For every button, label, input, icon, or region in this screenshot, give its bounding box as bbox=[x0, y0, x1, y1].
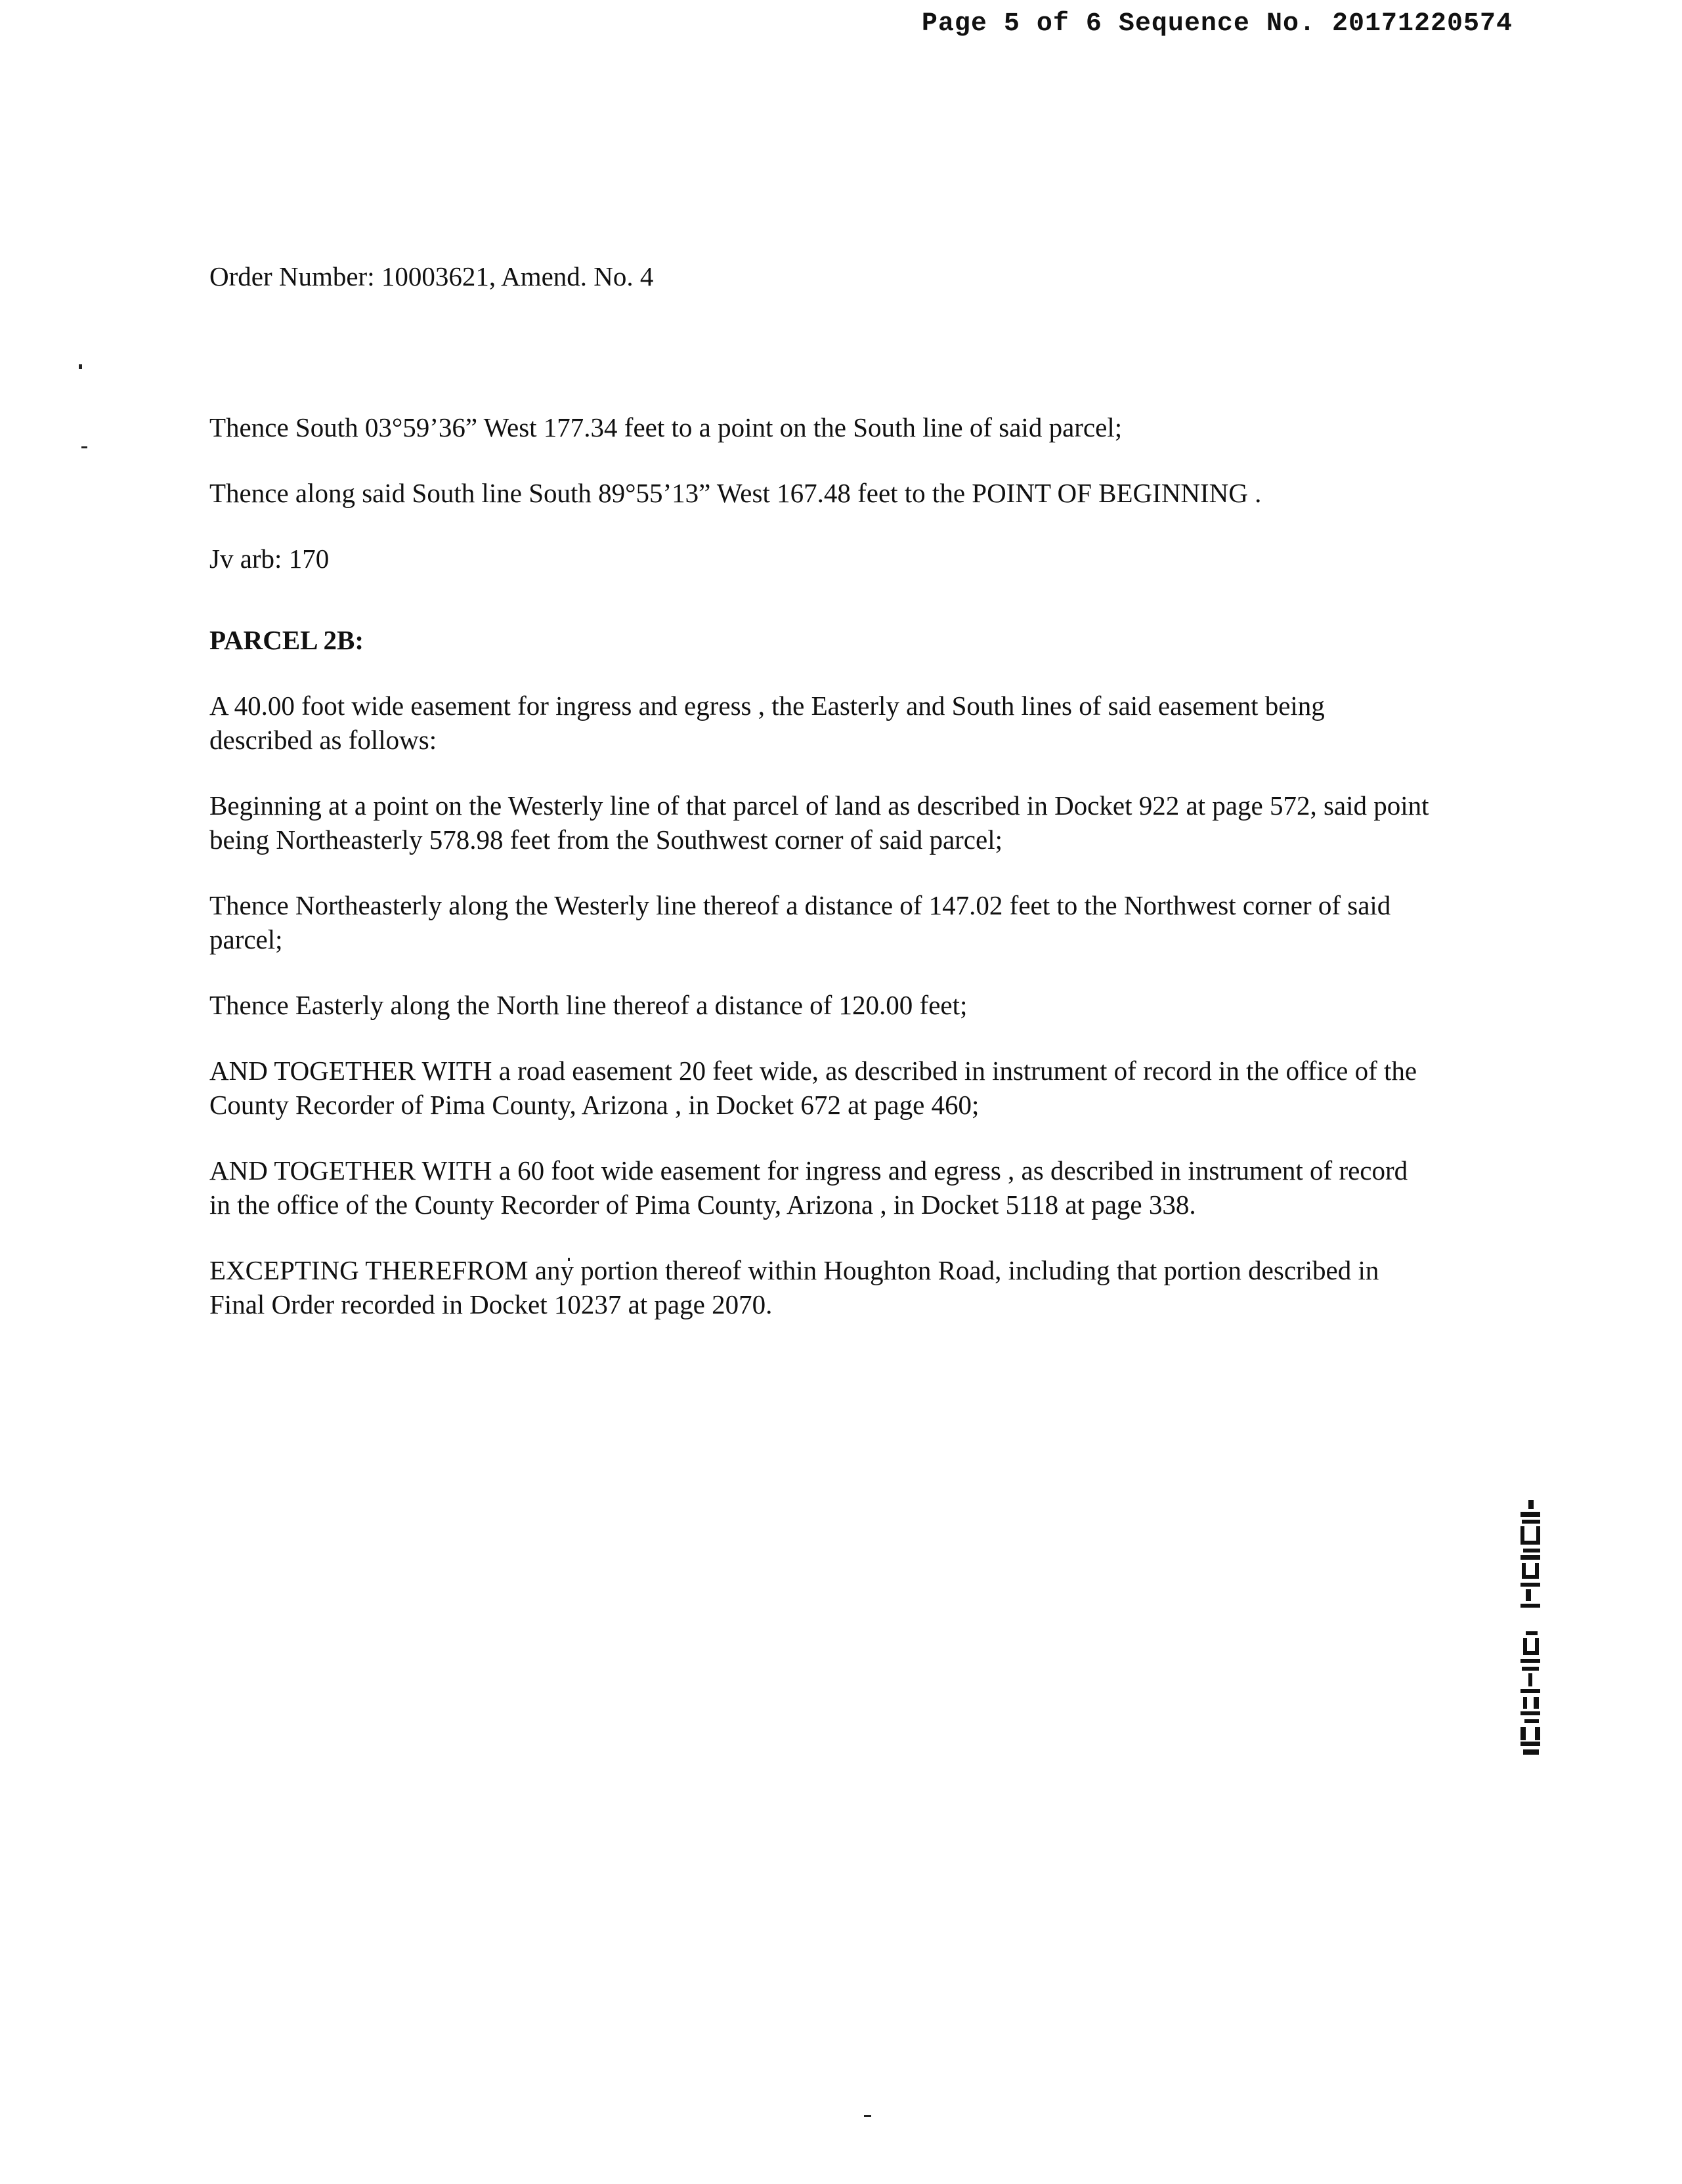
paragraph-thence-northeasterly: Thence Northeasterly along the Westerly line thereof a distance of 147.02 feet to the Northwest corner of said parcel; bbox=[209, 890, 1391, 954]
paragraph-road-easement: AND TOGETHER WITH a road easement 20 feet wide, as described in instrument of record in the office of the County Recorder of Pima County, Arizona , in Docket 672 at page 460; bbox=[209, 1056, 1417, 1120]
paragraph-excepting: EXCEPTING THEREFROM any portion thereof within Houghton Road, including that portion described in Final Order recorded in Docket 10237 at page 2070. bbox=[209, 1255, 1379, 1319]
scan-speck bbox=[81, 446, 87, 448]
scan-speck bbox=[864, 2115, 871, 2117]
paragraph-jv-arb: Jv arb: 170 bbox=[209, 544, 330, 574]
page-sequence-header: Page 5 of 6 Sequence No. 20171220574 bbox=[921, 9, 1513, 39]
paragraph-easement: A 40.00 foot wide easement for ingress and egress , the Easterly and South lines of said easement being described as follows: bbox=[209, 691, 1325, 755]
paragraph-beginning: Beginning at a point on the Westerly line of that parcel of land as described in Docket 922 at page 572, said point being Northeasterly 578.98 feet from the Southwest corner of said parcel; bbox=[209, 790, 1429, 855]
order-number: Order Number: 10003621, Amend. No. 4 bbox=[209, 261, 654, 291]
paragraph-thence-south: Thence South 03°59’36” West 177.34 feet to a point on the South line of said parcel; bbox=[209, 412, 1123, 442]
paragraph-ingress-easement: AND TOGETHER WITH a 60 foot wide easement for ingress and egress , as described in instrument of record in the office of the County Recorder of Pima County, Arizona , in Docket 5118 at page 338. bbox=[209, 1155, 1408, 1220]
paragraph-thence-easterly: Thence Easterly along the North line thereof a distance of 120.00 feet; bbox=[209, 990, 968, 1020]
recorder-stamp-icon bbox=[1517, 1500, 1545, 1759]
section-heading-parcel-2b: PARCEL 2B: bbox=[209, 625, 364, 655]
legal-description bbox=[209, 410, 1431, 1353]
paragraph-point-of-beginning: Thence along said South line South 89°55’13” West 167.48 feet to the POINT OF BEGINNING . bbox=[209, 478, 1262, 508]
scan-speck bbox=[79, 364, 82, 369]
